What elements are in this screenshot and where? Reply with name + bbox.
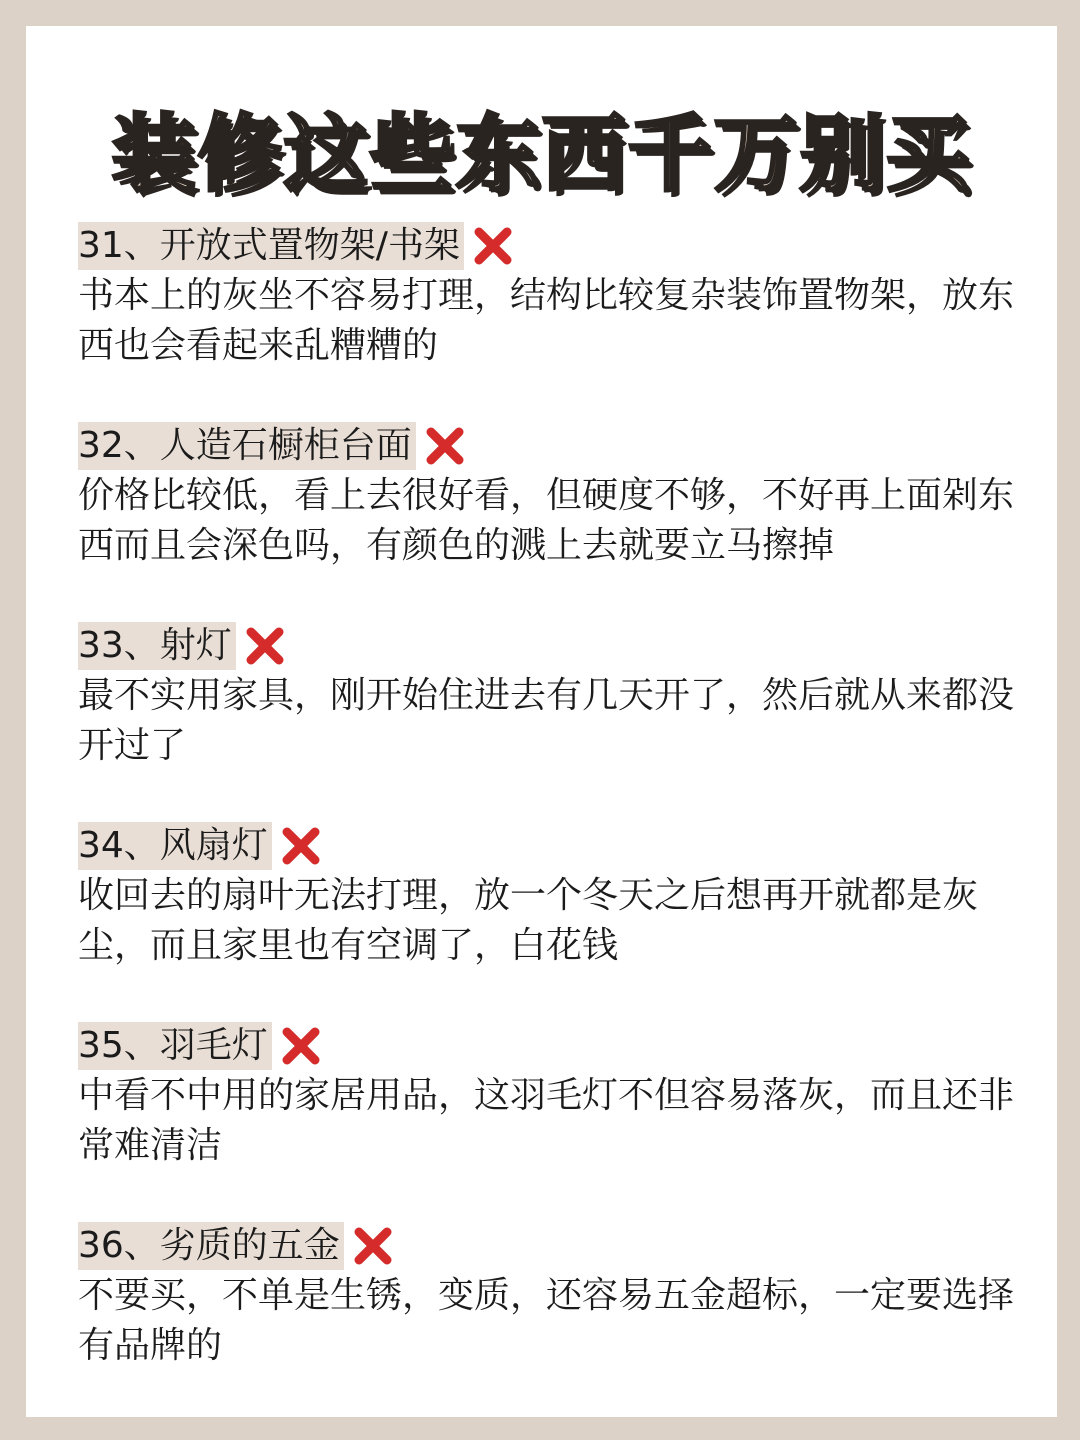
item-heading: 35、羽毛灯: [78, 1022, 272, 1070]
item-list: [78, 221, 1038, 1421]
item-header: [78, 421, 1038, 471]
cross-mark-icon: [350, 1223, 396, 1269]
list-item: [78, 621, 1038, 821]
item-header: [78, 221, 1038, 271]
cross-mark-icon: [422, 423, 468, 469]
item-heading: 32、人造石橱柜台面: [78, 422, 416, 470]
item-description: 最不实用家具，刚开始住进去有几天开了，然后就从来都没开过了: [78, 675, 1015, 766]
item-description: 收回去的扇叶无法打理，放一个冬天之后想再开就都是灰尘，而且家里也有空调了，白花钱: [78, 875, 979, 966]
list-item: [78, 1021, 1038, 1221]
list-item: [78, 1221, 1038, 1421]
item-heading: 34、风扇灯: [78, 822, 272, 870]
cross-mark-icon: [242, 623, 288, 669]
cross-mark-icon: [278, 823, 324, 869]
list-item: [78, 421, 1038, 621]
item-description: 不要买，不单是生锈，变质，还容易五金超标，一定要选择有品牌的: [78, 1275, 1015, 1366]
content-card: [26, 26, 1057, 1417]
item-description: 价格比较低，看上去很好看，但硬度不够，不好再上面剁东西而且会深色吗，有颜色的溅上去就要立马擦掉: [78, 475, 1015, 566]
page-title: 装修这些东西千万别买: [111, 105, 972, 203]
item-header: [78, 621, 1038, 671]
item-heading: 31、开放式置物架/书架: [78, 222, 464, 270]
item-description: 书本上的灰坐不容易打理，结构比较复杂装饰置物架，放东西也会看起来乱糟糟的: [78, 275, 1015, 366]
item-header: [78, 1221, 1038, 1271]
item-header: [78, 821, 1038, 871]
item-header: [78, 1021, 1038, 1071]
cross-mark-icon: [278, 1023, 324, 1069]
list-item: [78, 221, 1038, 421]
list-item: [78, 821, 1038, 1021]
item-heading: 36、劣质的五金: [78, 1222, 344, 1270]
item-heading: 33、射灯: [78, 622, 236, 670]
cross-mark-icon: [470, 223, 516, 269]
item-description: 中看不中用的家居用品，这羽毛灯不但容易落灰，而且还非常难清洁: [78, 1075, 1015, 1166]
